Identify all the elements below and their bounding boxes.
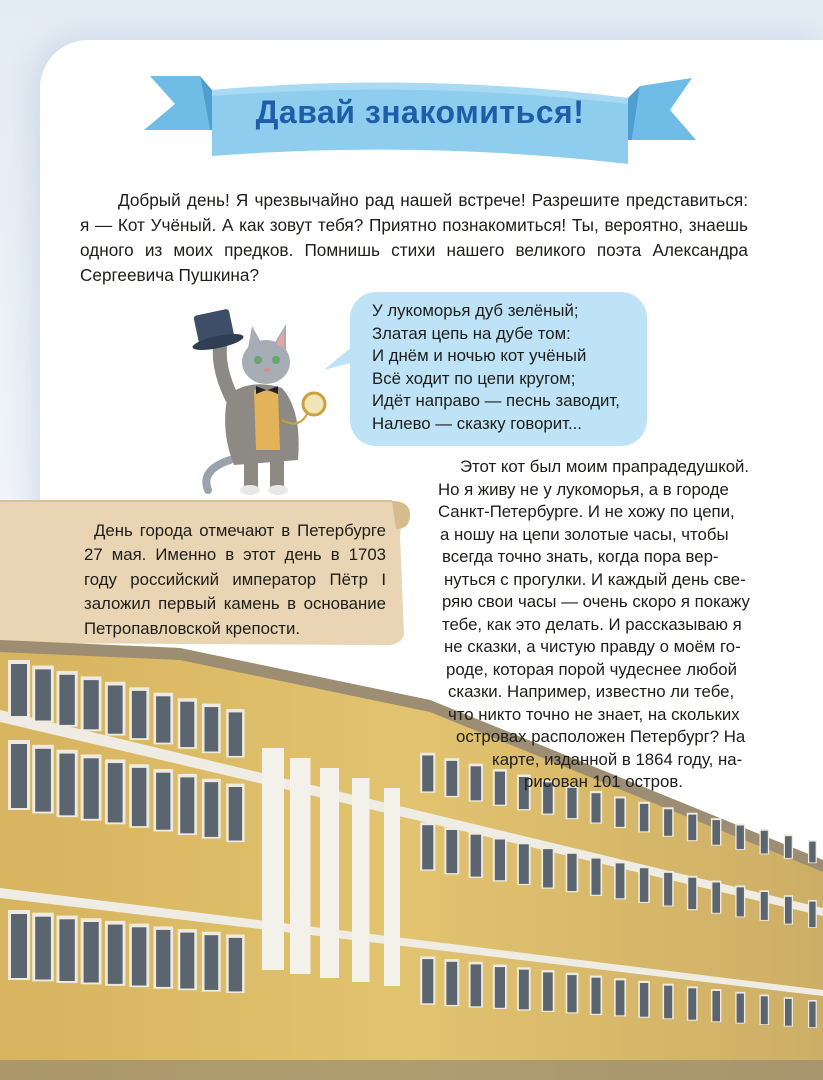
cat-illustration [190,300,340,500]
story-line: Но я живу не у лукоморья, а в городе [438,479,729,499]
window-glass [712,991,720,1021]
window-glass [519,970,529,1010]
poem-line: Златая цепь на дубе том: [372,323,571,343]
window-glass [809,842,815,863]
window-glass [567,854,576,891]
window-glass [11,914,27,978]
story-line: роде, которая порой чудеснее любой [446,659,737,679]
story-line: нуться с прогулки. И каждый день све- [444,569,746,589]
window-glass [422,959,433,1003]
window-glass [422,825,433,869]
window-glass [809,902,815,928]
window-glass [229,712,242,756]
window-glass [495,967,505,1008]
window-glass [737,994,744,1023]
window-glass [640,868,648,902]
window-glass [156,773,170,830]
city-day-text: День города отмечают в Петербурге 27 мая. Именно в этот день в 1703 году российский император Пётр I заложил первый камень в основание Петропавловской крепости. [84,521,386,638]
window-glass [156,930,170,987]
window-glass [664,873,672,906]
window-glass [519,844,529,884]
window-glass [108,686,123,734]
window-glass [229,787,242,841]
story-line: ряю свои часы — очень скоро я покажу [442,592,750,611]
window-glass [156,696,170,742]
story-line: рисован 101 остров. [524,772,683,791]
window-glass [592,859,601,895]
window-glass [640,804,648,831]
window-glass [592,978,601,1014]
window-glass [205,782,219,837]
window-glass [712,820,720,845]
story-line: сказки. Например, известно ли тебе, [448,682,735,701]
story-line: тебе, как это делать. И рассказываю я [442,614,742,634]
story-line: островах расположен Петербург? На [456,727,746,746]
window-glass [640,983,648,1017]
window-glass [543,849,553,887]
window-glass [132,691,147,738]
window-glass [567,975,576,1012]
window-glass [59,919,74,981]
story-line: а ношу на цепи золотые часы, чтобы [440,524,729,544]
column [352,778,370,982]
window-glass [35,749,51,812]
window-glass [664,986,672,1019]
window-glass [180,702,194,747]
window-glass [229,938,242,992]
column [320,768,339,978]
column [290,758,311,974]
title-ribbon [140,68,700,178]
window-glass [84,680,99,729]
intro-paragraph: Добрый день! Я чрезвычайно рад нашей встрече! Разрешите представиться: я — Кот Учёный. А как зовут тебя? Приятно познакомиться! Ты, вероятно, знаешь одного из моих предков. Помнишь стихи нашего великого поэта Александра Сергеевича Пушкина? [80,190,748,285]
window-glass [809,1002,815,1028]
window-glass [205,707,219,751]
window-glass [422,756,433,792]
story-line: Этот кот был моим прапрадедушкой. [460,457,750,476]
window-glass [59,754,74,816]
story-line: карте, изданной в 1864 году, на- [492,749,743,769]
window-glass [446,830,457,873]
poem-line: Налево — сказку говорит... [372,413,582,433]
story-line: не сказки, а чистую правду о моём го- [444,637,741,656]
window-glass [495,840,505,881]
window-glass [785,999,792,1026]
window-glass [592,793,601,822]
window-glass [664,809,672,836]
window-glass [785,897,792,924]
window-glass [180,933,194,989]
window-glass [543,972,553,1010]
window-glass [737,887,744,916]
window-glass [84,922,99,983]
window-glass [35,669,51,720]
window-glass [84,758,99,819]
window-glass [471,835,482,877]
window-glass [688,988,696,1019]
window-glass [108,763,123,822]
page-title: Давай знакомиться! [255,94,585,130]
window-glass [471,964,482,1006]
column [384,788,400,986]
window-glass [688,878,696,909]
window-glass [11,664,27,716]
column [262,748,284,970]
window-glass [35,917,51,980]
window-glass [59,675,74,725]
window-glass [11,744,27,808]
poem [372,300,642,436]
window-glass [205,935,219,990]
window-glass [446,962,457,1005]
window-glass [761,996,768,1024]
window-glass [712,883,720,913]
story-line: что никто точно не знает, на скольких [448,704,740,724]
window-glass [688,815,696,841]
window-glass [132,927,147,985]
window-glass [761,831,768,854]
window-glass [785,836,792,858]
poem-line: Идёт направо — песнь заводит, [372,391,620,411]
story-text [436,456,761,794]
window-glass [761,892,768,920]
window-glass [108,925,123,984]
story-line: всегда точно знать, когда пора вер- [442,547,719,566]
window-glass [132,768,147,826]
window-glass [180,777,194,833]
window-glass [616,799,625,827]
window-glass [737,826,744,850]
poem-line: У лукоморья дуб зелёный; [372,301,579,320]
story-line: Санкт-Петербурге. И не хожу по цепи, [438,502,735,521]
poem-line: Всё ходит по цепи кругом; [372,368,576,388]
window-glass [616,863,625,898]
poem-line: И днём и ночью кот учёный [372,346,587,366]
window-glass [616,980,625,1015]
